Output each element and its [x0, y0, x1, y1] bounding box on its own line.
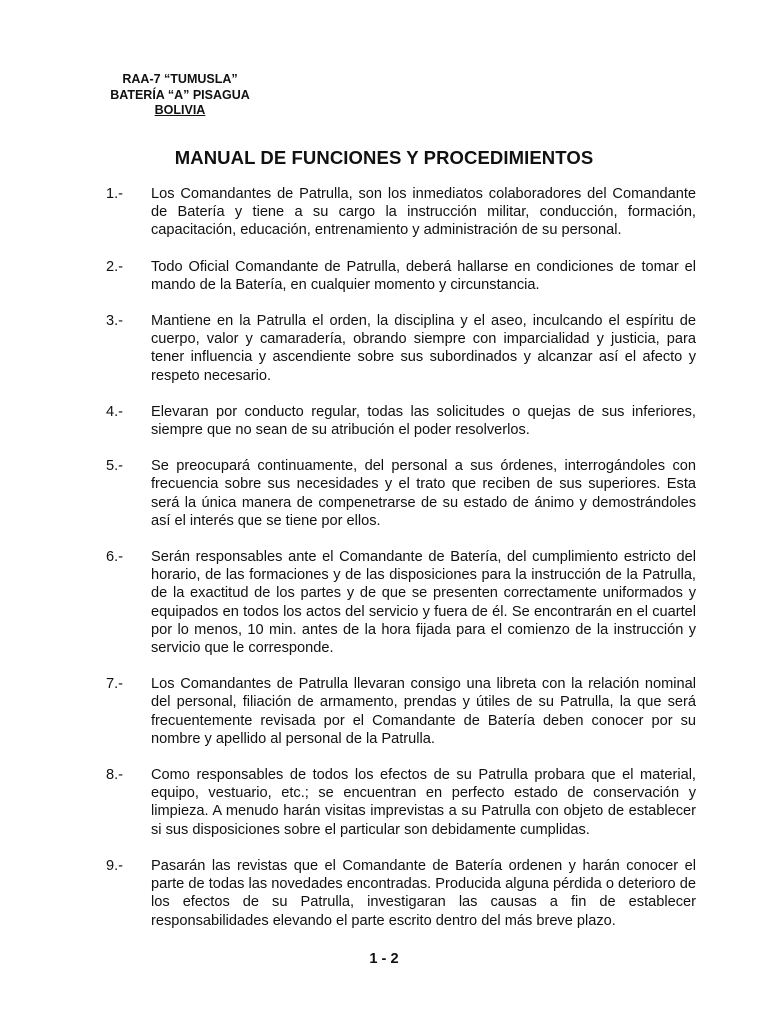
item-number: 1.-	[106, 186, 124, 202]
item-number: 2.-	[106, 258, 124, 275]
item-number: 7.-	[106, 676, 124, 693]
item-text: Serán responsables ante el Comandante de Batería, del cumplimiento estricto del horario, de las formaciones y de las disposiciones para la instrucción de la Patrulla, de la exactitud de los partes y de que se presenten correctamente uniformados y equipados en todos los actos del servicio y fuera de él. Se encontrarán en el cuartel por lo menos, 10 min. antes de la hora fijada para el comienzo de la instrucción y servicio que le corresponde.	[151, 549, 696, 657]
list-item	[106, 675, 696, 748]
item-number: 8.-	[106, 767, 124, 784]
document-header	[100, 72, 260, 119]
item-number: 5.-	[106, 458, 124, 475]
list-item	[106, 185, 696, 240]
item-text: Como responsables de todos los efectos de su Patrulla probara que el material, equipo, vestuario, etc.; se encuentran en perfecto estado de conservación y limpieza. A menudo harán visitas imprevistas a su Patrulla con objeto de establecer si sus disposiciones sobre el particular son debidamente cumplidas.	[151, 767, 696, 838]
battery-name: BATERÍA “A” PISAGUA	[110, 87, 250, 102]
item-text: Los Comandantes de Patrulla, son los inmediatos colaboradores del Comandante de Batería y tiene a su cargo la instrucción militar, conducción, formación, capacitación, educación, entrenamiento y administración de su personal.	[151, 186, 696, 239]
page-number: 1 - 2	[369, 951, 399, 967]
numbered-list	[106, 185, 696, 948]
item-text: Elevaran por conducto regular, todas las solicitudes o quejas de sus inferiores, siempre que no sean de su atribución el poder resolverlos.	[151, 403, 696, 439]
item-text: Se preocupará continuamente, del personal a sus órdenes, interrogándoles con frecuencia sobre sus necesidades y el trato que reciben de sus superiores. Esta será la única manera de compenetrarse de su estado de ánimo y demostrándoles así el interés que se tiene por ellos.	[151, 458, 696, 529]
list-item	[106, 766, 696, 839]
unit-name: RAA-7 “TUMUSLA”	[122, 72, 238, 86]
list-item	[106, 857, 696, 930]
list-item	[106, 457, 696, 530]
item-number: 6.-	[106, 549, 124, 566]
item-text: Todo Oficial Comandante de Patrulla, deberá hallarse en condiciones de tomar el mando de la Batería, en cualquier momento y circunstancia.	[151, 258, 696, 293]
item-number: 9.-	[106, 857, 124, 874]
list-item	[106, 548, 696, 657]
list-item	[106, 312, 696, 385]
document-title: MANUAL DE FUNCIONES Y PROCEDIMIENTOS	[174, 147, 594, 168]
item-text: Mantiene en la Patrulla el orden, la disciplina y el aseo, inculcando el espíritu de cuerpo, valor y camaradería, obrando siempre con imparcialidad y justicia, para tener influencia y ascendiente sobre sus subordinados y alcanzar así el afecto y respeto necesario.	[151, 313, 696, 384]
item-text: Los Comandantes de Patrulla llevaran consigo una libreta con la relación nominal del personal, filiación de armamento, prendas y útiles de su Patrulla, la que será frecuentemente revisada por el Comandante de Batería deben conocer por su nombre y apellido al personal de la Patrulla.	[151, 676, 696, 747]
item-text: Pasarán las revistas que el Comandante de Batería ordenen y harán conocer el parte de todas las novedades encontradas. Producida alguna pérdida o deterioro de los efectos de su Patrulla, investigaran las causas a fin de establecer responsabilidades elevando el parte escrito dentro del más breve plazo.	[151, 857, 696, 929]
list-item	[106, 403, 696, 439]
country-name: BOLIVIA	[154, 103, 206, 117]
list-item	[106, 258, 696, 294]
item-number: 4.-	[106, 403, 124, 420]
item-number: 3.-	[106, 313, 124, 330]
